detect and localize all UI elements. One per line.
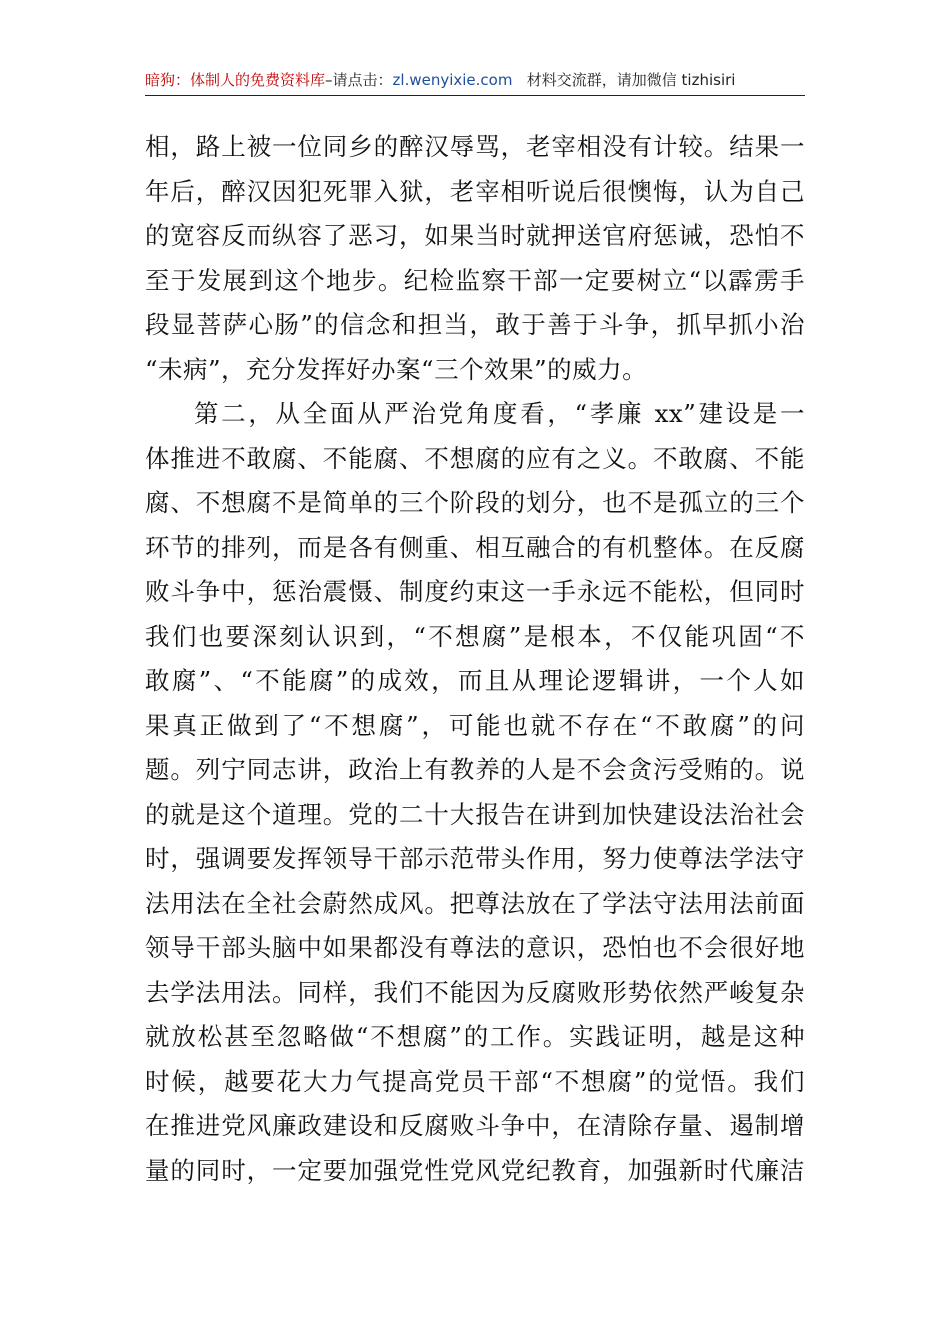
- text-line: 领导干部头脑中如果都没有尊法的意识，恐怕也不会很好地: [145, 933, 805, 962]
- text-line: 环节的排列，而是各有侧重、相互融合的有机整体。在反腐: [145, 532, 805, 562]
- header-click-prompt: –请点击：: [325, 71, 393, 89]
- paragraph-start-line: 第二，从全面从严治党角度看，“孝廉 xx”建设是一: [194, 399, 805, 428]
- header-link[interactable]: zl.wenyixie.com: [392, 71, 513, 89]
- text-line: 在推进党风廉政建设和反腐败斗争中，在清除存量、遏制增: [145, 1111, 805, 1140]
- text-line: 败斗争中，惩治震慑、制度约束这一手永远不能松，但同时: [145, 577, 805, 606]
- text-line: “未病”，充分发挥好办案“三个效果”的威力。: [145, 354, 648, 384]
- text-line: 的宽容反而纵容了恶习，如果当时就押送官府惩诫，恐怕不: [145, 221, 805, 250]
- text-line: 年后，醉汉因犯死罪入狱，老宰相听说后很懊悔，认为自己: [145, 176, 805, 206]
- header-divider: [145, 95, 805, 96]
- page-header: [145, 66, 805, 94]
- text-line: 果真正做到了“不想腐”，可能也就不存在“不敢腐”的问: [145, 710, 805, 740]
- text-line: 量的同时，一定要加强党性党风党纪教育，加强新时代廉洁: [145, 1155, 805, 1185]
- header-brand: 暗狗：体制人的免费资料库: [145, 71, 326, 89]
- text-line: 我们也要深刻认识到，“不想腐”是根本，不仅能巩固“不: [145, 621, 805, 651]
- header-contact: 材料交流群，请加微信 tizhisiri: [526, 71, 736, 89]
- text-line: 法用法在全社会蔚然成风。把尊法放在了学法守法用法前面: [145, 888, 805, 918]
- text-line: 敢腐”、“不能腐”的成效，而且从理论逻辑讲，一个人如: [145, 666, 805, 695]
- text-line: 体推进不敢腐、不能腐、不想腐的应有之义。不敢腐、不能: [145, 443, 805, 473]
- text-line: 段显菩萨心肠”的信念和担当，敢于善于斗争，抓早抓小治: [145, 310, 805, 339]
- text-line: 题。列宁同志讲，政治上有教养的人是不会贪污受贿的。说: [145, 755, 805, 784]
- text-line: 时，强调要发挥领导干部示范带头作用，努力使尊法学法守: [145, 844, 805, 873]
- text-line: 的就是这个道理。党的二十大报告在讲到加快建设法治社会: [145, 799, 805, 829]
- text-line: 时候，越要花大力气提高党员干部“不想腐”的觉悟。我们: [145, 1066, 805, 1096]
- document-body: [145, 125, 805, 1193]
- text-line: 去学法用法。同样，我们不能因为反腐败形势依然严峻复杂: [145, 977, 805, 1007]
- text-line: 相，路上被一位同乡的醉汉辱骂，老宰相没有计较。结果一: [145, 132, 805, 161]
- text-line: 就放松甚至忽略做“不想腐”的工作。实践证明，越是这种: [145, 1022, 805, 1051]
- text-line: 腐、不想腐不是简单的三个阶段的划分，也不是孤立的三个: [145, 488, 805, 517]
- text-line: 至于发展到这个地步。纪检监察干部一定要树立“以霹雳手: [145, 265, 805, 295]
